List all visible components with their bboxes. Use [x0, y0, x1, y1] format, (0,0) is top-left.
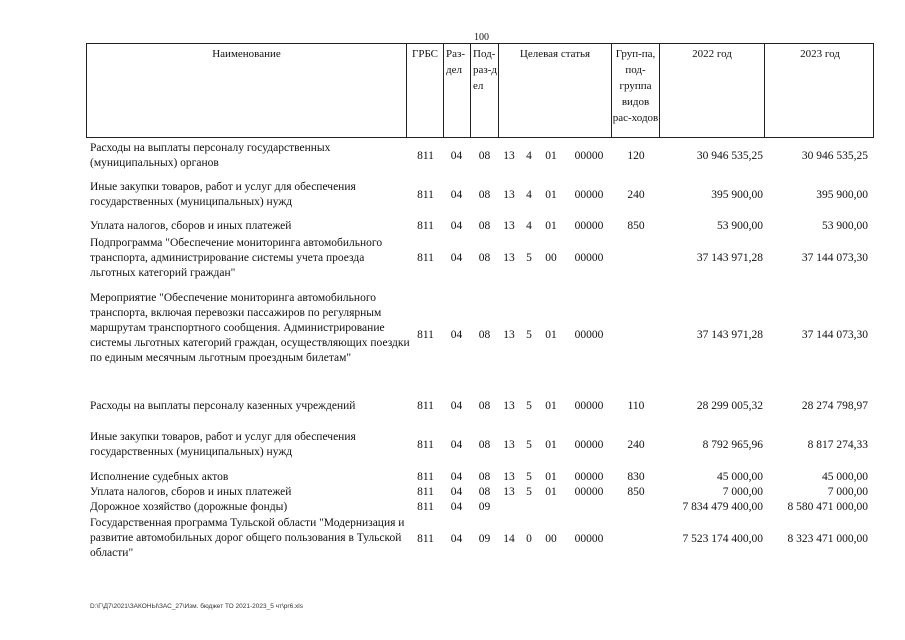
cell-grbs: 811 [417, 533, 434, 545]
cell-y2022: 45 000,00 [717, 471, 763, 483]
header-podrazdel: Под-раз-дел [471, 44, 499, 137]
cell-grbs: 811 [417, 150, 434, 162]
cell-y2023: 30 946 535,25 [801, 150, 868, 162]
cell-y2023: 53 900,00 [822, 220, 868, 232]
header-2023: 2023 год [800, 48, 840, 60]
cell-pr: 08 [478, 439, 491, 451]
cell-y2022: 8 792 965,96 [702, 439, 763, 451]
cell-grbs: 811 [417, 220, 434, 232]
cell-c3: 01 [545, 150, 557, 162]
cell-c1: 13 [503, 471, 515, 483]
cell-c1: 13 [503, 220, 515, 232]
cell-c4: 00000 [574, 252, 604, 264]
cell-pr: 08 [478, 329, 491, 341]
cell-pr: 08 [478, 252, 491, 264]
cell-c4: 00000 [574, 329, 604, 341]
table-header [86, 43, 874, 138]
header-group: Груп-па, под-группа видов рас-ходов [612, 44, 660, 137]
cell-y2023: 28 274 798,97 [801, 400, 868, 412]
cell-c2: 5 [526, 439, 532, 451]
cell-pr: 08 [478, 486, 491, 498]
cell-c2: 5 [526, 252, 532, 264]
cell-pr: 09 [478, 501, 491, 513]
cell-c1: 13 [503, 150, 515, 162]
cell-rz: 04 [450, 252, 463, 264]
cell-pr: 08 [478, 189, 491, 201]
cell-c2: 5 [526, 486, 532, 498]
cell-grbs: 811 [417, 329, 434, 341]
cell-c2: 5 [526, 400, 532, 412]
cell-c1: 13 [503, 252, 515, 264]
row-name: Подпрограмма "Обеспечение мониторинга автомобильного транспорта, администрирование системы учета проезда льготных категорий граждан" [90, 237, 383, 279]
cell-y2023: 7 000,00 [827, 486, 868, 498]
cell-c1: 13 [503, 486, 515, 498]
cell-pr: 09 [478, 533, 491, 545]
cell-vr: 830 [627, 471, 645, 483]
cell-pr: 08 [478, 400, 491, 412]
cell-rz: 04 [450, 533, 463, 545]
cell-y2022: 53 900,00 [717, 220, 763, 232]
cell-c2: 4 [526, 189, 532, 201]
cell-y2023: 37 144 073,30 [801, 329, 868, 341]
cell-grbs: 811 [417, 400, 434, 412]
cell-rz: 04 [450, 329, 463, 341]
cell-grbs: 811 [417, 439, 434, 451]
page-number: 100 [474, 32, 489, 43]
cell-vr: 850 [627, 486, 645, 498]
cell-rz: 04 [450, 189, 463, 201]
cell-grbs: 811 [417, 486, 434, 498]
cell-c2: 0 [526, 533, 532, 545]
cell-c1: 13 [503, 400, 515, 412]
cell-y2023: 8 323 471 000,00 [787, 533, 868, 545]
cell-grbs: 811 [417, 189, 434, 201]
cell-c3: 01 [545, 439, 557, 451]
header-target: Целевая статья [499, 44, 612, 137]
cell-c2: 4 [526, 220, 532, 232]
row-name: Исполнение судебных актов [90, 471, 229, 483]
cell-rz: 04 [450, 150, 463, 162]
cell-y2023: 8 580 471 000,00 [787, 501, 868, 513]
cell-pr: 08 [478, 150, 491, 162]
cell-c4: 00000 [574, 486, 604, 498]
cell-y2022: 395 900,00 [711, 189, 763, 201]
cell-c1: 13 [503, 329, 515, 341]
cell-y2023: 8 817 274,33 [807, 439, 868, 451]
row-name: Расходы на выплаты персоналу государственных (муниципальных) органов [90, 142, 331, 169]
row-name: Уплата налогов, сборов и иных платежей [90, 220, 292, 232]
cell-c4: 00000 [574, 150, 604, 162]
cell-c4: 00000 [574, 189, 604, 201]
cell-vr: 110 [627, 400, 645, 412]
cell-c4: 00000 [574, 533, 604, 545]
cell-c4: 00000 [574, 400, 604, 412]
cell-pr: 08 [478, 220, 491, 232]
cell-c3: 00 [545, 533, 557, 545]
cell-c3: 01 [545, 471, 557, 483]
cell-grbs: 811 [417, 501, 434, 513]
cell-rz: 04 [450, 501, 463, 513]
header-grbs: ГРБС [407, 44, 444, 137]
cell-c4: 00000 [574, 439, 604, 451]
row-name: Иные закупки товаров, работ и услуг для обеспечения государственных (муниципальных) нужд [90, 431, 356, 458]
cell-y2023: 395 900,00 [816, 189, 868, 201]
cell-grbs: 811 [417, 471, 434, 483]
cell-rz: 04 [450, 439, 463, 451]
file-path: D:\Г\Д7\2021\ЗАКОНЫ\ЗАС_27\Изм. бюджет ТО 2021-2023_5 чт\pr6.xls [90, 603, 303, 610]
row-name: Уплата налогов, сборов и иных платежей [90, 486, 292, 498]
cell-rz: 04 [450, 400, 463, 412]
row-name: Иные закупки товаров, работ и услуг для обеспечения государственных (муниципальных) нужд [90, 181, 356, 208]
cell-c3: 01 [545, 329, 557, 341]
cell-y2022: 7 834 479 400,00 [682, 501, 763, 513]
cell-c3: 01 [545, 220, 557, 232]
cell-c3: 01 [545, 189, 557, 201]
cell-vr: 120 [627, 150, 645, 162]
row-name: Государственная программа Тульской области "Модернизация и развитие автомобильных дорог общего пользования в Тульской области" [90, 517, 405, 559]
cell-vr: 850 [627, 220, 645, 232]
cell-y2023: 45 000,00 [822, 471, 868, 483]
cell-rz: 04 [450, 486, 463, 498]
cell-y2022: 7 000,00 [722, 486, 763, 498]
cell-rz: 04 [450, 471, 463, 483]
cell-c3: 01 [545, 400, 557, 412]
cell-grbs: 811 [417, 252, 434, 264]
cell-pr: 08 [478, 471, 491, 483]
row-name: Дорожное хозяйство (дорожные фонды) [90, 501, 288, 513]
cell-rz: 04 [450, 220, 463, 232]
cell-y2022: 7 523 174 400,00 [682, 533, 763, 545]
cell-c2: 5 [526, 471, 532, 483]
cell-c3: 01 [545, 486, 557, 498]
cell-y2022: 30 946 535,25 [696, 150, 763, 162]
header-2022: 2022 год [660, 44, 765, 137]
cell-c1: 13 [503, 189, 515, 201]
cell-c3: 00 [545, 252, 557, 264]
cell-y2023: 37 144 073,30 [801, 252, 868, 264]
header-razdel: Раз-дел [444, 44, 471, 137]
cell-y2022: 37 143 971,28 [696, 329, 763, 341]
cell-c4: 00000 [574, 471, 604, 483]
row-name: Расходы на выплаты персоналу казенных учреждений [90, 400, 356, 412]
cell-c2: 4 [526, 150, 532, 162]
header-name: Наименование [87, 44, 407, 137]
cell-y2022: 37 143 971,28 [696, 252, 763, 264]
cell-c2: 5 [526, 329, 532, 341]
cell-c1: 14 [503, 533, 515, 545]
cell-vr: 240 [627, 189, 645, 201]
cell-c1: 13 [503, 439, 515, 451]
cell-vr: 240 [627, 439, 645, 451]
row-name: Мероприятие "Обеспечение мониторинга автомобильного транспорта, включая перевозки пассажиров по регулярным маршрутам транспортного сообщения. Администрирование системы льготных категорий граждан, осуществляющих поездки по единым месячным льготным проездным билетам" [90, 292, 410, 364]
cell-c4: 00000 [574, 220, 604, 232]
cell-y2022: 28 299 005,32 [696, 400, 763, 412]
